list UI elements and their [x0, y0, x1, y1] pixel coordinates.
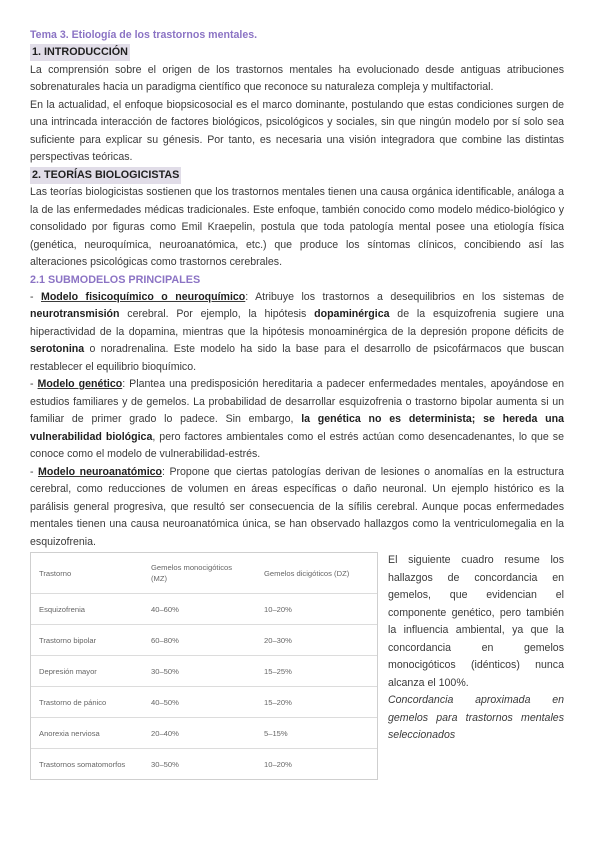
- table-header-cell: Trastorno: [39, 568, 72, 578]
- table-row: [31, 594, 377, 625]
- modelo-neuroquimico-paragraph: - Modelo fisicoquímico o neuroquímico: Atribuye los trastornos a desequilibrios en los sistemas de neurotransmisión cerebral. Por ejemplo, la hipótesis dopaminérgica de la esquizofrenia sugiere una hiperactividad de la dopamina, mientras que la hipótesis monoaminérgica de la depresión propone déficits de serotonina o noradrenalina. Este modelo ha sido la base para el desarrollo de psicofármacos que buscan restablecer el equilibrio bioquímico.: [30, 290, 564, 373]
- table-row: [31, 749, 377, 780]
- table-row: [31, 687, 377, 718]
- modelo-genetico-term: Modelo genético: [37, 378, 123, 390]
- table-cell: 5–15%: [256, 718, 377, 749]
- table-header-cell: Gemelos monocigóticos (MZ): [151, 563, 233, 583]
- modelo-neuroquimico-term: Modelo fisicoquímico o neuroquímico: [41, 290, 246, 303]
- table-cell: Trastorno bipolar: [31, 625, 143, 656]
- table-cell: Depresión mayor: [31, 656, 143, 687]
- table-caption: Concordancia aproximada en gemelos para trastornos mentales seleccionados: [388, 694, 564, 741]
- table-row: [31, 656, 377, 687]
- table-cell: 20–40%: [143, 718, 256, 749]
- table-cell: Anorexia nerviosa: [31, 718, 143, 749]
- table-cell: 10–20%: [256, 749, 377, 780]
- table-cell: 15–20%: [256, 687, 377, 718]
- table-row: [31, 625, 377, 656]
- table-cell: 15–25%: [256, 656, 377, 687]
- table-header-row: [31, 553, 377, 594]
- table-cell: Trastorno de pánico: [31, 687, 143, 718]
- table-cell: 40–60%: [143, 594, 256, 625]
- table-description: [388, 552, 564, 745]
- intro-paragraph-1: La comprensión sobre el origen de los trastornos mentales ha evolucionado desde antiguas atribuciones sobrenaturales hacia un paradigma científico que reconoce su naturaleza compleja y multifactorial.: [30, 63, 564, 93]
- modelo-neuroanatomico-term: Modelo neuroanatómico: [38, 465, 163, 478]
- document-title: Tema 3. Etiología de los trastornos mentales.: [30, 29, 258, 41]
- section-heading-introduccion: 1. INTRODUCCIÓN: [30, 44, 130, 61]
- table-cell: Esquizofrenia: [31, 594, 143, 625]
- table-header-cell: Gemelos dicigóticos (DZ): [264, 568, 350, 578]
- table-cell: Trastornos somatomorfos: [31, 749, 143, 780]
- modelo-genetico-paragraph: - Modelo genético: Plantea una predisposición hereditaria a padecer enfermedades mentales, apoyándose en estudios familiares y de gemelos. La probabilidad de desarrollar esquizofrenia o trastorno bipolar aumenta si un familiar de primer grado lo padece. Sin embargo, la genética no es determinista; se hereda una vulnerabilidad biológica, pero factores ambientales como el estrés actúan como desencadenantes, lo que se conoce como el modelo de vulnerabilidad-estrés.: [30, 378, 565, 460]
- section-heading-teorias-biologicistas: 2. TEORÍAS BIOLOGICISTAS: [30, 167, 181, 184]
- modelo-neuroanatomico-paragraph: - Modelo neuroanatómico: Propone que ciertas patologías derivan de lesiones o anomalías en la estructura cerebral, como reducciones de volumen en áreas específicas o daño neuronal. Un ejemplo histórico es la parálisis general progresiva, que resultó ser consecuencia de la sífilis cerebral. Aunque pocas enfermedades mentales tienen una causa neuroanatómica única, se han observado hallazgos como la ventriculomegalia en la esquizofrenia.: [30, 465, 564, 548]
- table-row: [31, 718, 377, 749]
- biologicistas-paragraph: Las teorías biologicistas sostienen que los trastornos mentales tienen una causa orgánica identificable, análoga a la de las enfermedades médicas tradicionales. Este enfoque, también conocido como modelo médico-biológico y consolidado por figuras como Emil Kraepelin, postula que toda patología mental posee una etiología física (genética, neuroquímica, neuroanatómica, etc.) que produce los síntomas clínicos, concibiendo así las alteraciones psicológicas como trastornos cerebrales.: [30, 186, 564, 268]
- table-cell: 30–50%: [143, 749, 256, 780]
- document-body: [30, 27, 564, 551]
- intro-paragraph-2: En la actualidad, el enfoque biopsicosocial es el marco dominante, postulando que estas condiciones surgen de una intrincada interacción de factores biológicos, psicológicos y sociales, sin que ningún modelo por sí solo sea suficiente para explicar su génesis. Por tanto, es necesaria una visión integradora que combine las distintas perspectivas teóricas.: [30, 98, 564, 163]
- subsection-heading-submodelos: 2.1 SUBMODELOS PRINCIPALES: [30, 273, 201, 286]
- concordance-table: [30, 552, 378, 780]
- table-cell: 60–80%: [143, 625, 256, 656]
- table-summary-text: El siguiente cuadro resume los hallazgos de concordancia en gemelos, que evidencian el componente genético, pero también la influencia ambiental, ya que la concordancia en gemelos monocigóticos (idénticos) nunca alcanza el 100%.: [388, 554, 564, 689]
- table-cell: 30–50%: [143, 656, 256, 687]
- table-cell: 20–30%: [256, 625, 377, 656]
- table-cell: 10–20%: [256, 594, 377, 625]
- table-cell: 40–50%: [143, 687, 256, 718]
